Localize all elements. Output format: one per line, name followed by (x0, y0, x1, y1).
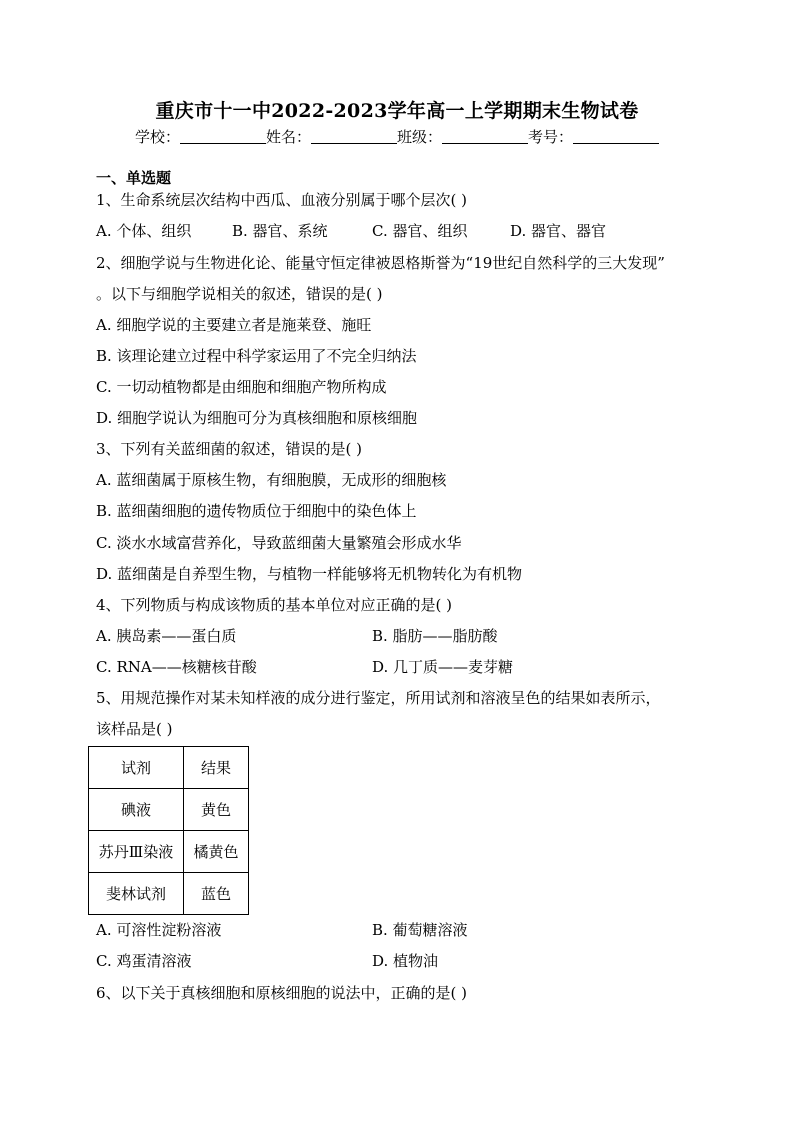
table-cell: 橘黄色 (184, 831, 249, 873)
question-2-option-a: A. 细胞学说的主要建立者是施莱登、施旺 (96, 316, 372, 334)
reagent-result-table (88, 746, 249, 915)
table-cell: 碘液 (89, 789, 184, 831)
question-3-stem: 3、下列有关蓝细菌的叙述，错误的是( ) (96, 440, 363, 458)
name-blank[interactable] (311, 129, 397, 144)
name-label: 姓名： (265, 128, 311, 146)
question-2-option-c: C. 一切动植物都是由细胞和细胞产物所构成 (96, 378, 387, 396)
table-header-row (89, 747, 249, 789)
table-header-reagent: 试剂 (89, 747, 184, 789)
table-row (89, 789, 249, 831)
question-3-option-d: D. 蓝细菌是自养型生物，与植物一样能够将无机物转化为有机物 (96, 565, 523, 583)
question-4-stem: 4、下列物质与构成该物质的基本单位对应正确的是( ) (96, 596, 453, 614)
school-blank[interactable] (180, 129, 266, 144)
student-info-row (0, 126, 794, 147)
question-1-option-c: C. 器官、组织 (372, 222, 468, 240)
question-1-option-d: D. 器官、器官 (510, 222, 607, 240)
exam-number-label: 考号： (528, 128, 574, 146)
table-cell: 斐林试剂 (89, 873, 184, 915)
question-2-stem-line1: 2、细胞学说与生物进化论、能量守恒定律被恩格斯誉为“19世纪自然科学的三大发现” (96, 254, 665, 272)
question-4-option-d: D. 几丁质——麦芽糖 (372, 658, 514, 676)
exam-number-blank[interactable] (573, 129, 659, 144)
question-5-stem-line2: 该样品是( ) (96, 720, 173, 738)
question-2-option-d: D. 细胞学说认为细胞可分为真核细胞和原核细胞 (96, 409, 418, 427)
question-3-option-a: A. 蓝细菌属于原核生物，有细胞膜，无成形的细胞核 (96, 471, 447, 489)
table-cell: 苏丹Ⅲ染液 (89, 831, 184, 873)
table-cell: 黄色 (184, 789, 249, 831)
section-title: 一、单选题 (96, 169, 172, 187)
question-5-stem-line1: 5、用规范操作对某未知样液的成分进行鉴定，所用试剂和溶液呈色的结果如表所示， (96, 689, 661, 707)
class-label: 班级： (397, 128, 443, 146)
question-4-option-c: C. RNA——核糖核苷酸 (96, 658, 257, 676)
question-2-option-b: B. 该理论建立过程中科学家运用了不完全归纳法 (96, 347, 417, 365)
table-row (89, 831, 249, 873)
question-5-option-d: D. 植物油 (372, 952, 439, 970)
question-1-option-a: A. 个体、组织 (96, 222, 192, 240)
question-4-option-b: B. 脂肪——脂肪酸 (372, 627, 498, 645)
table-header-result: 结果 (184, 747, 249, 789)
question-3-option-c: C. 淡水水域富营养化，导致蓝细菌大量繁殖会形成水华 (96, 534, 462, 552)
question-3-option-b: B. 蓝细菌细胞的遗传物质位于细胞中的染色体上 (96, 502, 417, 520)
exam-title: 重庆市十一中2022-2023学年高一上学期期末生物试卷 (155, 100, 639, 122)
question-5-option-b: B. 葡萄糖溶液 (372, 921, 468, 939)
class-blank[interactable] (442, 129, 528, 144)
question-5-option-c: C. 鸡蛋清溶液 (96, 952, 192, 970)
school-label: 学校： (134, 128, 180, 146)
question-1-stem: 1、生命系统层次结构中西瓜、血液分别属于哪个层次( ) (96, 191, 468, 209)
question-6-stem: 6、以下关于真核细胞和原核细胞的说法中，正确的是( ) (96, 984, 468, 1002)
question-2-stem-line2: 。以下与细胞学说相关的叙述，错误的是( ) (96, 285, 383, 303)
question-5-option-a: A. 可溶性淀粉溶液 (96, 921, 222, 939)
question-1-option-b: B. 器官、系统 (232, 222, 328, 240)
question-4-option-a: A. 胰岛素——蛋白质 (96, 627, 237, 645)
table-row (89, 873, 249, 915)
table-cell: 蓝色 (184, 873, 249, 915)
